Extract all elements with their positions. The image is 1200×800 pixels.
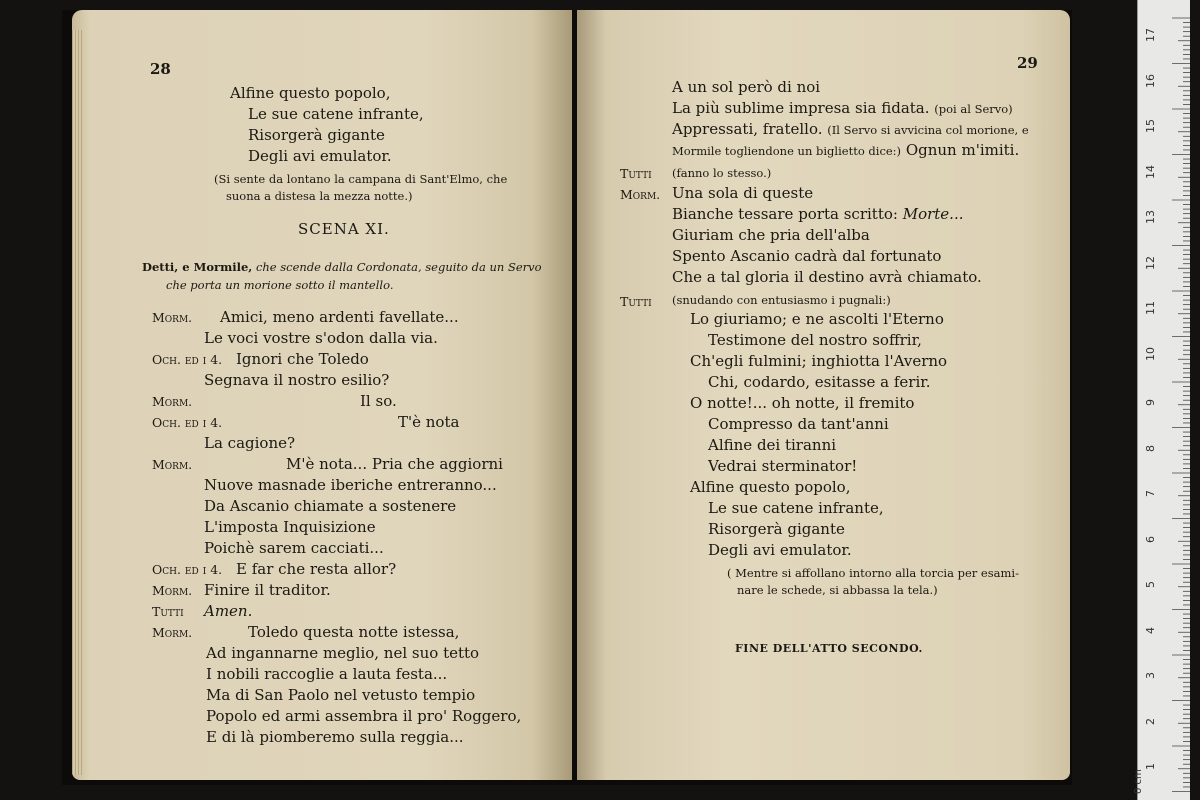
dialogue-line: Toledo questa notte istessa, (248, 623, 460, 641)
ruler-number: 16 (1144, 73, 1157, 88)
dialogue-line (672, 99, 1013, 118)
ruler-number: 9 (1144, 399, 1157, 406)
scene-intro-characters: Detti, e Mormile, (142, 260, 253, 274)
verse-line: Alfine dei tiranni (708, 436, 837, 454)
dialogue-text: Appressati, fratello. (672, 120, 823, 138)
speaker-label: Morm. (152, 310, 193, 325)
verse-line: Alfine questo popolo, (690, 478, 851, 496)
ruler-number: 10 (1144, 346, 1157, 361)
dialogue-line: Da Ascanio chiamate a sostenere (204, 497, 457, 515)
verse-line: Chi, codardo, esitasse a ferir. (708, 373, 931, 391)
verse-line: Vedrai sterminator! (708, 457, 858, 475)
page-edge (72, 30, 84, 775)
scene-intro (142, 260, 542, 274)
dialogue-line: Amen. (204, 602, 253, 620)
dialogue-line: T'è nota (398, 413, 460, 431)
stage-direction: suona a distesa la mezza notte.) (226, 189, 413, 203)
verse-line: Compresso da tant'anni (708, 415, 889, 433)
act-end-title: FINE DELL'ATTO SECONDO. (735, 642, 923, 655)
stage-direction: (fanno lo stesso.) (672, 166, 772, 180)
dialogue-line (672, 120, 1029, 139)
dialogue-line: Le voci vostre s'odon dalla via. (204, 329, 438, 347)
dialogue-line: E di là piomberemo sulla reggia... (206, 728, 464, 746)
verse-line: Degli avi emulator. (248, 147, 392, 165)
right-page (577, 10, 1070, 780)
dialogue-line: Che a tal gloria il destino avrà chiamato. (672, 268, 982, 286)
page-number: 28 (150, 60, 171, 78)
ruler-number: 4 (1144, 626, 1157, 634)
dialogue-line: Poichè sarem cacciati... (204, 539, 384, 557)
dialogue-line: Una sola di queste (672, 184, 814, 202)
measurement-ruler (1133, 0, 1190, 800)
ruler-number: 17 (1144, 28, 1157, 42)
ruler-number: 11 (1144, 301, 1157, 315)
dialogue-text: La più sublime impresa sia fidata. (672, 99, 930, 117)
dialogue-line: Nuove masnade iberiche entreranno... (204, 476, 497, 494)
stage-direction: (Il Servo si avvicina col morione, e (827, 123, 1029, 137)
dialogue-line: Giuriam che pria dell'alba (672, 226, 870, 244)
dialogue-line: E far che resta allor? (236, 560, 397, 578)
verse-line: O notte!... oh notte, il fremito (690, 394, 915, 412)
verse-line: Degli avi emulator. (708, 541, 852, 559)
scene-intro-text: che scende dalla Cordonata, seguito da un Servo (255, 260, 542, 274)
ruler-number: 13 (1144, 210, 1157, 224)
dialogue-line: Ma di San Paolo nel vetusto tempio (206, 686, 476, 704)
ruler-unit-label: 0 cm (1133, 769, 1144, 794)
dialogue-line: Segnava il nostro esilio? (204, 371, 390, 389)
speaker-label: Och. ed i 4. (152, 562, 223, 577)
stage-direction: (snudando con entusiasmo i pugnali:) (672, 293, 891, 307)
stage-direction: ( Mentre si affollano intorno alla torcia per esami- (727, 566, 1019, 580)
verse-line: Risorgerà gigante (248, 126, 385, 144)
dialogue-line: La cagione? (204, 434, 296, 452)
stage-direction: Mormile togliendone un biglietto dice:) (672, 144, 902, 158)
verse-line: Alfine questo popolo, (230, 84, 391, 102)
open-book (62, 10, 1072, 785)
speaker-label: Morm. (152, 583, 193, 598)
dialogue-line: M'è nota... Pria che aggiorni (286, 455, 503, 473)
speaker-label: Och. ed i 4. (152, 415, 223, 430)
ruler-number: 3 (1144, 672, 1157, 679)
speaker-label: Tutti (152, 604, 184, 619)
dialogue-line: A un sol però di noi (672, 78, 821, 96)
speaker-label: Morm. (620, 187, 661, 202)
dialogue-text: Ognun m'imiti. (905, 141, 1020, 159)
ruler-number: 15 (1144, 119, 1157, 133)
left-page (72, 10, 572, 780)
ruler-number: 7 (1144, 490, 1157, 497)
speaker-label: Och. ed i 4. (152, 352, 223, 367)
speaker-label: Morm. (152, 625, 193, 640)
ruler-number: 5 (1144, 581, 1157, 588)
speaker-label: Morm. (152, 394, 193, 409)
dialogue-line: Finire il traditor. (204, 581, 331, 599)
ruler-number: 14 (1144, 164, 1157, 179)
scene-title: SCENA XI. (298, 220, 390, 238)
speaker-label: Morm. (152, 457, 193, 472)
dialogue-line: Il so. (360, 392, 397, 410)
ruler-number: 8 (1144, 444, 1157, 452)
verse-line: Testimone del nostro soffrir, (708, 331, 922, 349)
verse-line: Risorgerà gigante (708, 520, 845, 538)
dialogue-line: I nobili raccoglie a lauta festa... (206, 665, 448, 683)
speaker-label: Tutti (620, 294, 652, 309)
scene-intro: che porta un morione sotto il mantello. (166, 278, 394, 292)
dialogue-line: Ad ingannarne meglio, nel suo tetto (206, 644, 480, 662)
dialogue-line (672, 141, 1019, 160)
verse-line: Lo giuriamo; e ne ascolti l'Eterno (690, 310, 944, 328)
verse-line: Ch'egli fulmini; inghiotta l'Averno (690, 352, 948, 370)
dialogue-line (672, 205, 964, 223)
stage-direction: (poi al Servo) (934, 102, 1013, 116)
dialogue-line: Popolo ed armi assembra il pro' Roggero, (206, 707, 522, 725)
ruler-number: 6 (1144, 535, 1157, 543)
dialogue-line: Amici, meno ardenti favellate... (220, 308, 459, 326)
dialogue-text: Bianche tessare porta scritto: (672, 205, 898, 223)
ruler-number: 1 (1144, 763, 1157, 770)
page-number: 29 (1017, 54, 1038, 72)
stage-direction: nare le schede, si abbassa la tela.) (737, 583, 938, 597)
stage-direction: (Si sente da lontano la campana di Sant'Elmo, che (214, 172, 508, 186)
dialogue-line: L'imposta Inquisizione (204, 518, 376, 536)
dialogue-line: Ignori che Toledo (236, 350, 369, 368)
dialogue-line: Spento Ascanio cadrà dal fortunato (672, 247, 942, 265)
verse-line: Le sue catene infrante, (708, 499, 884, 517)
verse-line: Le sue catene infrante, (248, 105, 424, 123)
dialogue-emphasis: Morte... (902, 205, 964, 223)
speaker-label: Tutti (620, 166, 652, 181)
ruler-number: 2 (1144, 717, 1157, 725)
ruler-number: 12 (1144, 255, 1157, 270)
